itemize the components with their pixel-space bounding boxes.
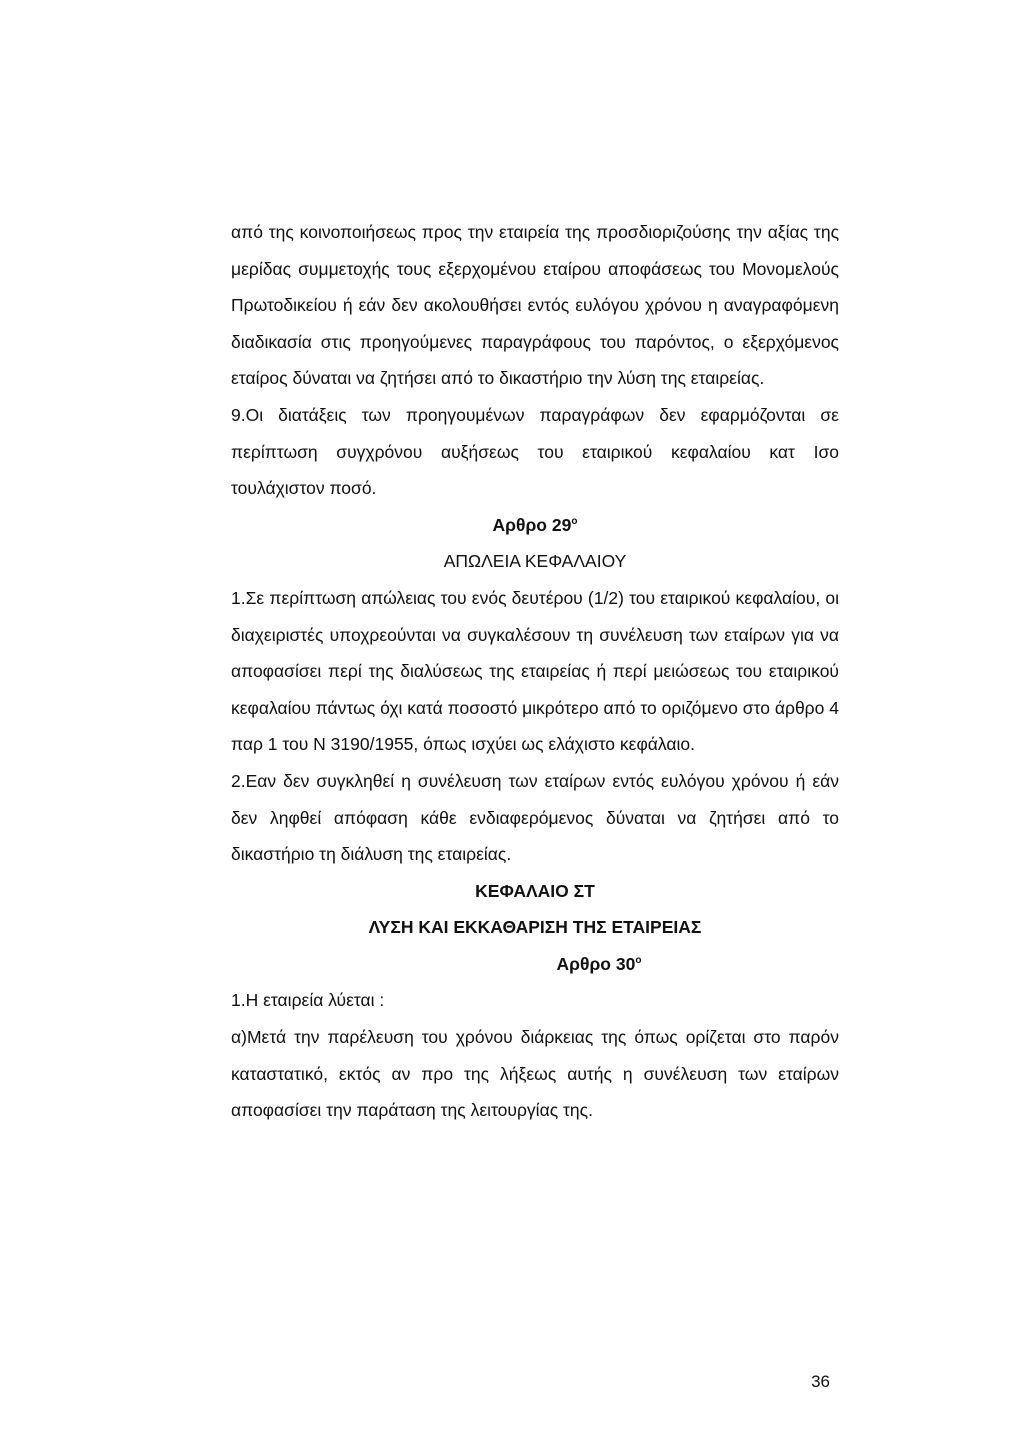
paragraph-continuation: από της κοινοποιήσεως προς την εταιρεία της προσδιοριζούσης την αξίας της μερίδας συμμετοχής τους εξερχομένου εταίρου αποφάσεως του Μονομελούς Πρωτοδικείου ή εάν δεν ακολουθήσει εντός ευλόγου χρόνου η αναγραφόμενη διαδικασία στις προηγούμενες παραγράφους του παρόντος, ο εξερχόμενος εταίρος δύναται να ζητήσει από το δικαστήριο την λύση της εταιρείας. <box>231 222 839 389</box>
document-body <box>231 214 839 1129</box>
paragraph-9: 9.Οι διατάξεις των προηγουμένων παραγράφων δεν εφαρμόζονται σε περίπτωση συγχρόνου αυξήσεως του εταιρικού κεφαλαίου κατ Ισο τουλάχιστον ποσό. <box>231 404 839 499</box>
paragraph-29-1: 1.Σε περίπτωση απώλειας του ενός δευτέρου (1/2) του εταιρικού κεφαλαίου, οι διαχειριστές υποχρεούνται να συγκαλέσουν τη συνέλευση των εταίρων για να αποφασίσει περί της διαλύσεως της εταιρείας ή περί μειώσεως του εταιρικού κεφαλαίου πάντως όχι κατά ποσοστό μικρότερο από το οριζόμενο στο άρθρο 4 παρ 1 του Ν 3190/1955, όπως ισχύει ως ελάχιστο κεφάλαιο. <box>231 587 839 755</box>
article-30-label: Αρθρο 30 <box>556 953 636 974</box>
article-29-superscript: ο <box>571 515 578 527</box>
paragraph-30-1a: α)Μετά την παρέλευση του χρόνου διάρκειας της όπως ορίζεται στο παρόν καταστατικό, εκτός αν προ της λήξεως αυτής η συνέλευση των εταίρων αποφασίσει την παράταση της λειτουργίας της. <box>231 1027 839 1121</box>
chapter-heading: ΚΕΦΑΛΑΙΟ ΣΤ <box>475 880 595 901</box>
article-30-heading <box>231 946 839 983</box>
chapter-title: ΛΥΣΗ ΚΑΙ ΕΚΚΑΘΑΡΙΣΗ ΤΗΣ ΕΤΑΙΡΕΙΑΣ <box>368 917 702 938</box>
page-number: 36 <box>811 1372 830 1391</box>
paragraph-29-2: 2.Εαν δεν συγκληθεί η συνέλευση των εταίρων εντός ευλόγου χρόνου ή εάν δεν ληφθεί απόφαση κάθε ενδιαφερόμενος δύναται να ζητήσει από το δικαστήριο τη διάλυση της εταιρείας. <box>231 770 839 865</box>
article-29-label: Αρθρο 29 <box>492 514 572 535</box>
paragraph-30-1: 1.Η εταιρεία λύεται : <box>231 990 385 1011</box>
article-29-title: ΑΠΩΛΕΙΑ ΚΕΦΑΛΑΙΟΥ <box>443 551 627 572</box>
article-29-heading <box>231 507 839 544</box>
article-30-superscript: ο <box>635 955 642 967</box>
